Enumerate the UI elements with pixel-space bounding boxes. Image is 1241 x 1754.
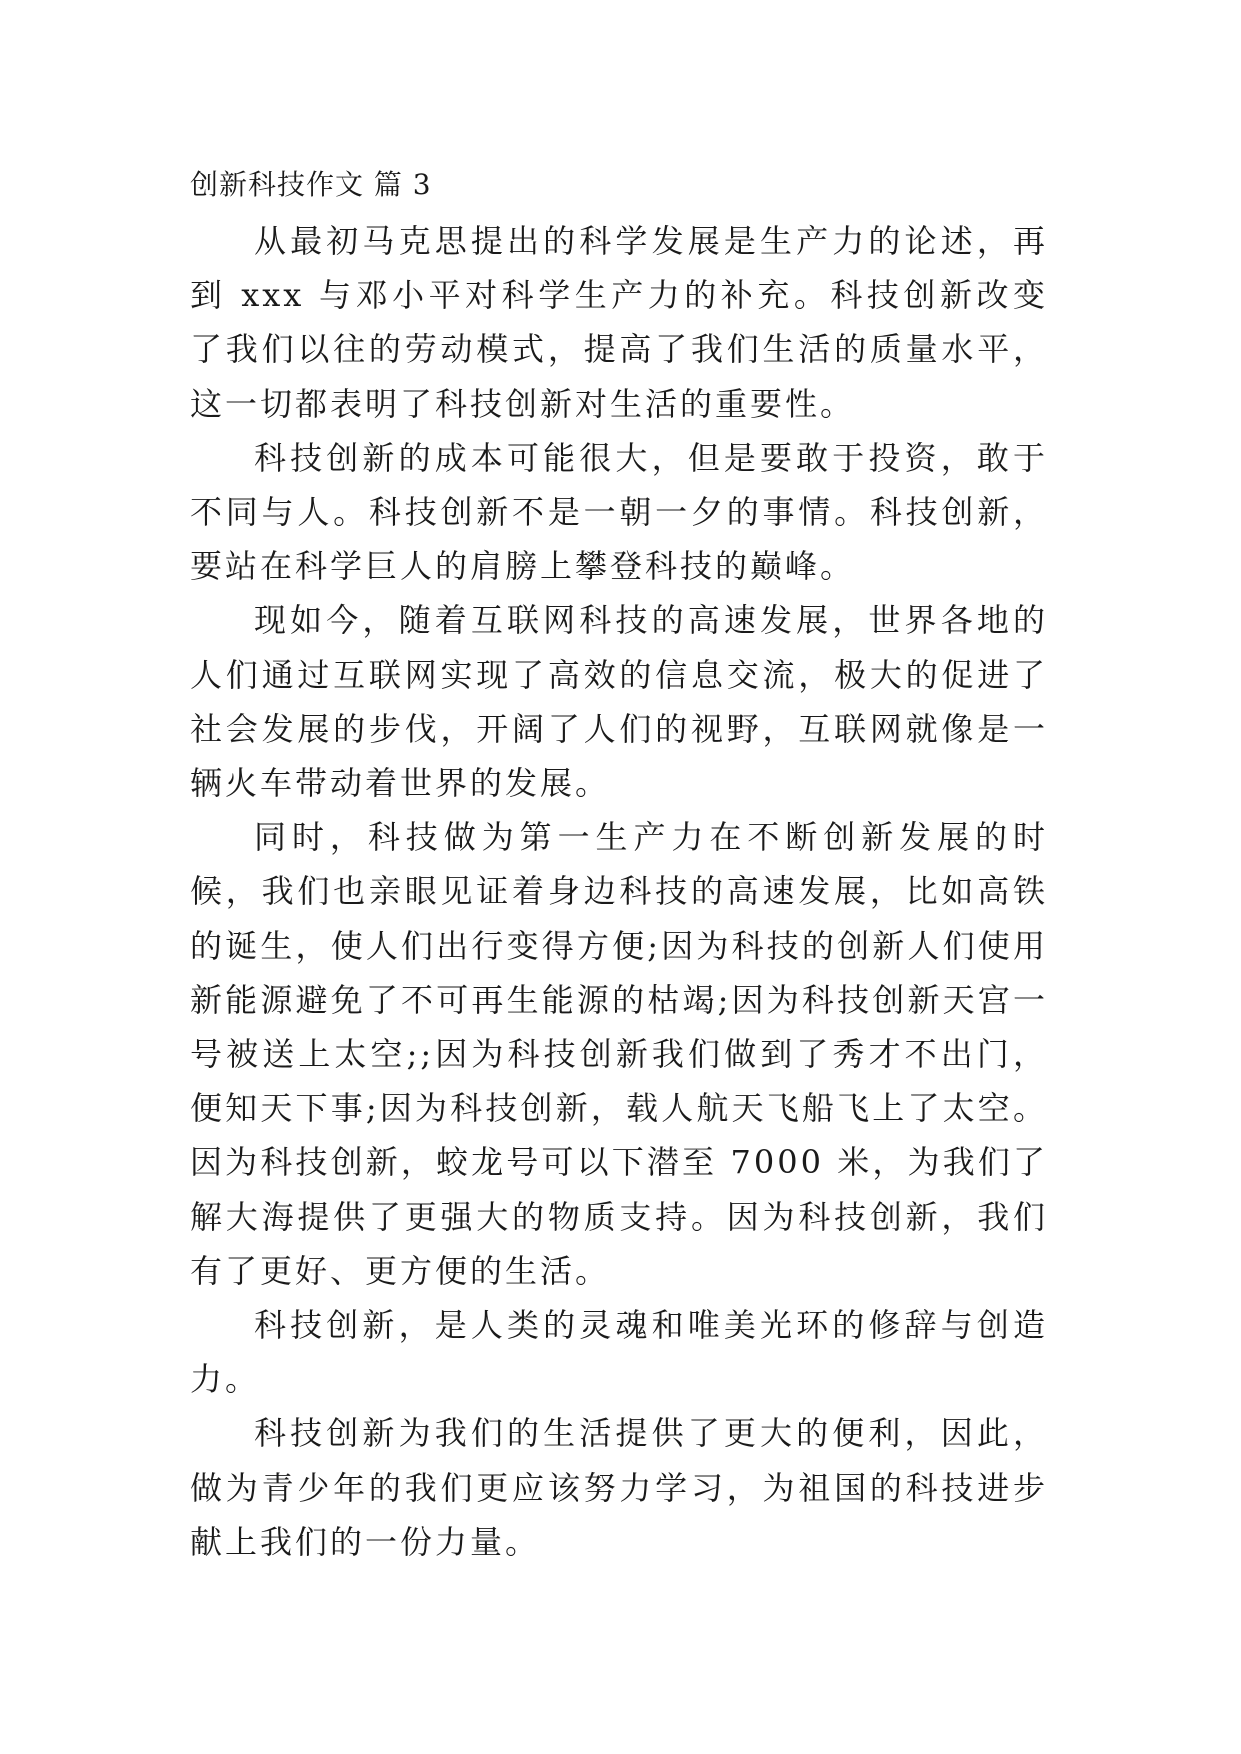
paragraph-1: 从最初马克思提出的科学发展是生产力的论述，再到 xxx 与邓小平对科学生产力的补充。科技创新改变了我们以往的劳动模式，提高了我们生活的质量水平，这一切都表明了科技创新对生活的重要性。 <box>190 222 1048 423</box>
paragraph-2: 科技创新的成本可能很大，但是要敢于投资，敢于不同与人。科技创新不是一朝一夕的事情。科技创新，要站在科学巨人的肩膀上攀登科技的巅峰。 <box>190 438 1048 586</box>
paragraph-5: 科技创新，是人类的灵魂和唯美光环的修辞与创造力。 <box>190 1306 1048 1399</box>
paragraph-4: 同时，科技做为第一生产力在不断创新发展的时候，我们也亲眼见证着身边科技的高速发展，比如高铁的诞生，使人们出行变得方便;因为科技的创新人们使用新能源避免了不可再生能源的枯竭;因为科技创新天宫一号被送上太空;;因为科技创新我们做到了秀才不出门，便知天下事;因为科技创新，载人航天飞船飞上了太空。因为科技创新，蛟龙号可以下潜至 7000 米，为我们了解大海提供了更强大的物质支持。因为科技创新，我们有了更好、更方便的生活。 <box>190 818 1048 1290</box>
document-title: 创新科技作文 篇 3 <box>190 168 432 201</box>
document-body <box>190 214 1048 1569</box>
paragraph-3: 现如今，随着互联网科技的高速发展，世界各地的人们通过互联网实现了高效的信息交流，极大的促进了社会发展的步伐，开阔了人们的视野，互联网就像是一辆火车带动着世界的发展。 <box>190 601 1048 803</box>
paragraph-6: 科技创新为我们的生活提供了更大的便利，因此，做为青少年的我们更应该努力学习，为祖国的科技进步献上我们的一份力量。 <box>190 1414 1048 1561</box>
